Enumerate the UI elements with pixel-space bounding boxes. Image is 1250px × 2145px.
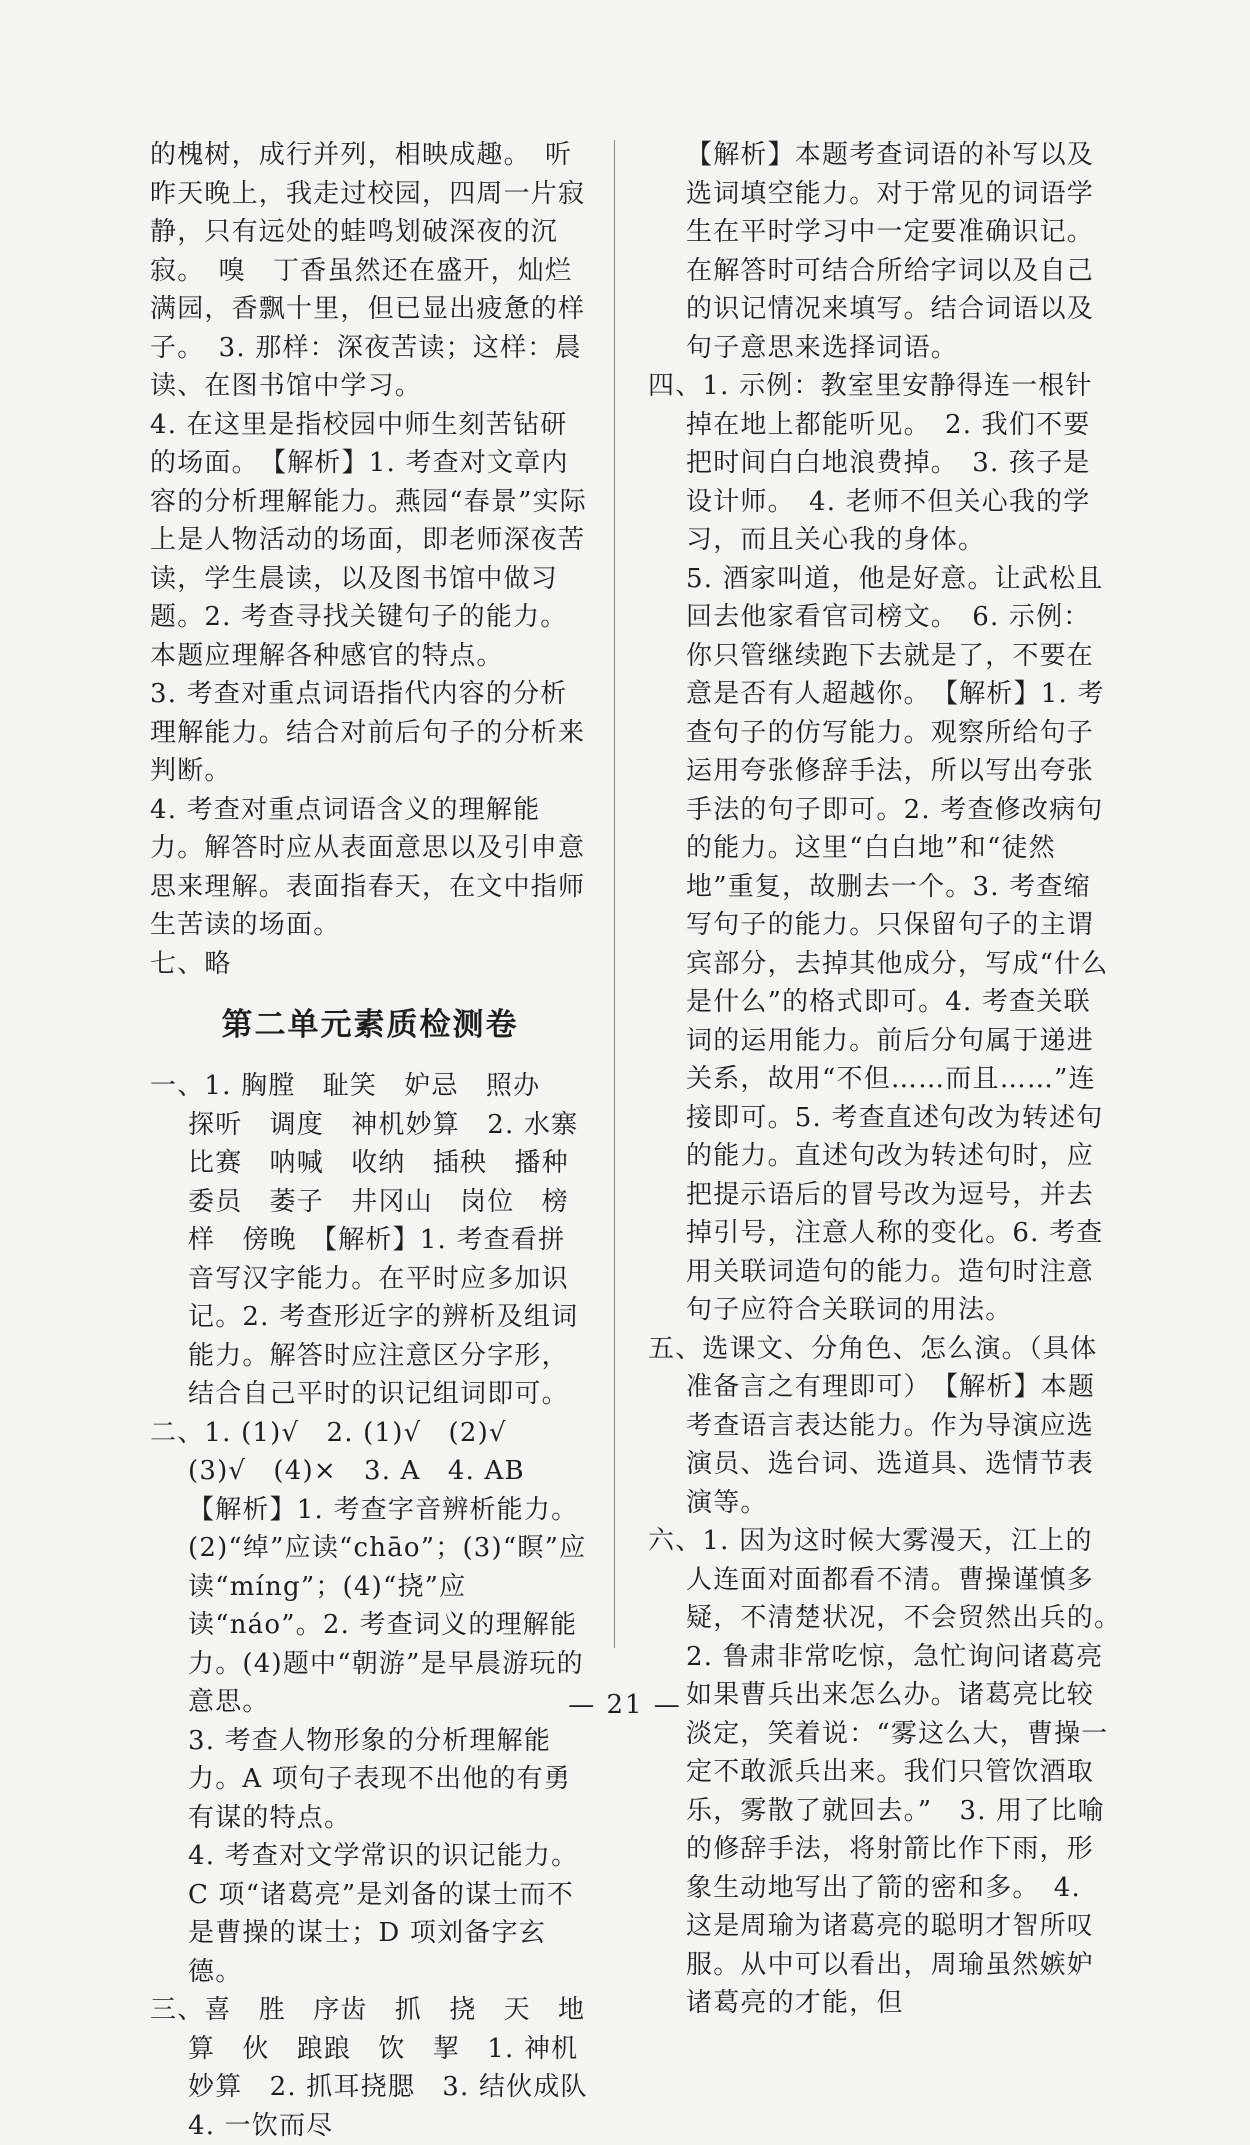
answer-paragraph: 3. 考查对重点词语指代内容的分析理解能力。结合对前后句子的分析来判断。 xyxy=(150,679,586,786)
column-divider xyxy=(614,140,615,1648)
answer-section-4: 四、1. 示例：教室里安静得连一根针掉在地上都能听见。 2. 我们不要把时间白白地浪费掉。 3. 孩子是设计师。 4. 老师不但关心我的学习，而且关心我的身体。 xyxy=(648,371,1093,555)
unit-title: 第二单元素质检测卷 xyxy=(221,1007,519,1043)
page-number: — 21 — xyxy=(568,1690,682,1720)
answer-paragraph: 4. 在这里是指校园中师生刻苦钻研的场面。 【解析】1. 考查对文章内容的分析理解能力。燕园“春景”实际上是人物活动的场面，即老师深夜苦读，学生晨读，以及图书馆中做习题。2. 考查寻找关键句子的能力。本题应理解各种感官的特点。 xyxy=(150,409,587,671)
answer-paragraph: 4. 考查对重点词语含义的理解能力。解答时应从表面意思以及引申意思来理解。表面指春天，在文中指师生苦读的场面。 xyxy=(150,794,586,940)
answer-paragraph: 5. 酒家叫道，他是好意。让武松且回去他家看官司榜文。 6. 示例：你只管继续跑下去就是了，不要在意是否有人超越你。 【解析】1. 考查句子的仿写能力。观察所给句子运用夸张修辞手法，所以写出夸张手法的句子即可。2. 考查修改病句的能力。这里“白白地”和“徒然地”重复，故删去一个。3. 考查缩写句子的能力。只保留句子的主谓宾部分，去掉其他成分，写成“什么是什么”的格式即可。4. 考查关联词的运用能力。前后分句属于递进关系，故用“不但……而且……”连接即可。5. 考查直述句改为转述句的能力。直述句改为转述句时，应把提示语后的冒号改为逗号，并去掉引号，注意人称的变化。6. 考查用关联词造句的能力。造句时注意句子应符合关联词的用法。 xyxy=(686,563,1109,1325)
answer-paragraph: 的槐树，成行并列，相映成趣。 听 昨天晚上，我走过校园，四周一片寂静，只有远处的蛙鸣划破深夜的沉寂。 嗅 丁香虽然还在盛开，灿烂满园，香飘十里，但已显出疲惫的样子。 3. 那样：深夜苦读；这样：晨读、在图书馆中学习。 xyxy=(150,140,600,401)
left-column xyxy=(150,136,615,2145)
answer-section-1: 一、1. 胸膛 耻笑 妒忌 照办 探听 调度 神机妙算 2. 水寨 比赛 呐喊 收纳 插秧 播种 委员 萎子 井冈山 岗位 榜样 傍晚 【解析】1. 考查看拼音写汉字能力。在平时应多加识记。2. 考查形近字的辨析及组词能力。解答时应注意区分字形，结合自己平时的识记组词即可。 xyxy=(150,1071,606,1409)
answer-section-2: 二、1. (1)√ 2. (1)√ (2)√ (3)√ (4)× 3. A 4. AB 【解析】1. 考查字音辨析能力。(2)“绰”应读“chāo”；(3)“瞑”应读“míng”；(4)“挠”应读“náo”。2. 考查词义的理解能力。(4)题中“朝游”是早晨游玩的意思。 xyxy=(150,1417,587,1717)
answer-section-7: 七、略 xyxy=(150,948,232,979)
answer-section-6: 六、1. 因为这时候大雾漫天，江上的人连面对面都看不清。曹操谨慎多疑，不清楚状况，不会贸然出兵的。 2. 鲁肃非常吃惊，急忙询问诸葛亮如果曹兵出来怎么办。诸葛亮比较淡定，笑着说：“雾这么大，曹操一定不敢派兵出来。我们只管饮酒取乐，雾散了就回去。” 3. 用了比喻的修辞手法，将射箭比作下雨，形象生动地写出了箭的密和多。 4. 这是周瑜为诸葛亮的聪明才智所叹服。从中可以看出，周瑜虽然嫉妒诸葛亮的才能，但 xyxy=(648,1526,1136,2018)
answer-section-3: 三、喜 胜 序齿 抓 挠 天 地 算 伙 踉踉 饮 挈 1. 神机妙算 2. 抓耳挠腮 3. 结伙成队 4. 一饮而尽 xyxy=(150,1995,615,2141)
answer-paragraph: 4. 考查对文学常识的识记能力。C 项“诸葛亮”是刘备的谋士而不是曹操的谋士；D 项刘备字玄德。 xyxy=(188,1841,579,1987)
answer-paragraph: 【解析】本题考查词语的补写以及选词填空能力。对于常见的词语学生在平时学习中一定要准确识记。在解答时可结合所给字词以及自己的识记情况来填写。结合词语以及句子意思来选择词语。 xyxy=(686,140,1095,363)
answer-paragraph: 3. 考查人物形象的分析理解能力。A 项句子表现不出他的有勇有谋的特点。 xyxy=(188,1725,572,1833)
answer-section-5: 五、选课文、分角色、怎么演。（具体准备言之有理即可） 【解析】本题考查语言表达能力。作为导演应选演员、选台词、选道具、选情节表演等。 xyxy=(648,1333,1098,1518)
right-column xyxy=(648,136,1136,2023)
